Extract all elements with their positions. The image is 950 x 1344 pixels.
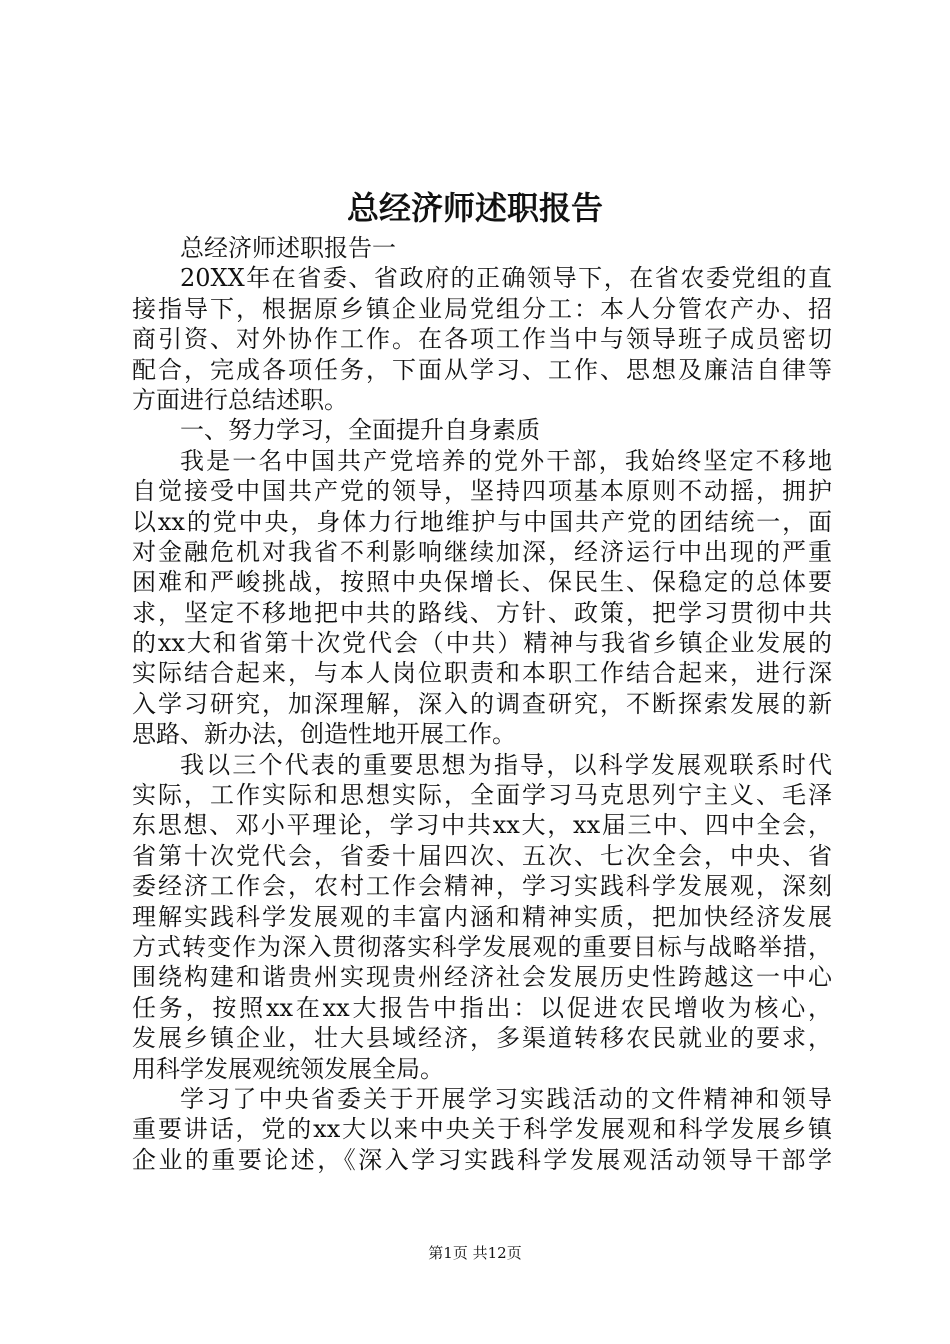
text-line: 学习了中央省委关于开展学习实践活动的文件精神和领导 bbox=[180, 1084, 832, 1113]
text-line: 理解实践科学发展观的丰富内涵和精神实质，把加快经济发展 bbox=[132, 902, 832, 931]
text-line: 发展乡镇企业，壮大县域经济，多渠道转移农民就业的要求， bbox=[132, 1024, 832, 1053]
text-line: 20XX年在省委、省政府的正确领导下，在省农委党组的直 bbox=[180, 264, 832, 293]
text-line: 困难和严峻挑战，按照中央保增长、保民生、保稳定的总体要 bbox=[132, 568, 832, 597]
text-line: 任务，按照xx在xx大报告中指出：以促进农民增收为核心， bbox=[132, 993, 832, 1022]
text-line: 对金融危机对我省不利影响继续加深，经济运行中出现的严重 bbox=[132, 537, 832, 566]
text-line: 用科学发展观统领发展全局。 bbox=[132, 1054, 444, 1083]
text-line: 围绕构建和谐贵州实现贵州经济社会发展历史性跨越这一中心 bbox=[132, 963, 832, 992]
text-line: 我以三个代表的重要思想为指导，以科学发展观联系时代 bbox=[180, 750, 832, 779]
text-line: 我是一名中国共产党培养的党外干部，我始终坚定不移地 bbox=[180, 446, 832, 475]
text-line: 商引资、对外协作工作。在各项工作当中与领导班子成员密切 bbox=[132, 325, 832, 354]
text-line: 接指导下，根据原乡镇企业局党组分工：本人分管农产办、招 bbox=[132, 294, 832, 323]
text-line: 方式转变作为深入贯彻落实科学发展观的重要目标与战略举措， bbox=[132, 932, 832, 961]
text-line: 一、努力学习，全面提升自身素质 bbox=[180, 416, 540, 445]
text-line: 东思想、邓小平理论，学习中共xx大，xx届三中、四中全会， bbox=[132, 811, 832, 840]
text-line: 思路、新办法，创造性地开展工作。 bbox=[132, 720, 516, 749]
text-line: 省第十次党代会，省委十届四次、五次、七次全会，中央、省 bbox=[132, 841, 832, 870]
text-line: 实际结合起来，与本人岗位职责和本职工作结合起来，进行深 bbox=[132, 659, 832, 688]
page-title: 总经济师述职报告 bbox=[346, 189, 603, 227]
text-line: 重要讲话，党的xx大以来中央关于科学发展观和科学发展乡镇 bbox=[132, 1115, 832, 1144]
text-line: 企业的重要论述，《深入学习实践科学发展观活动领导干部学 bbox=[132, 1145, 832, 1174]
text-line: 方面进行总结述职。 bbox=[132, 385, 348, 414]
page-footer: 第1页 共12页 bbox=[428, 1244, 522, 1262]
text-line: 实际，工作实际和思想实际，全面学习马克思列宁主义、毛泽 bbox=[132, 781, 832, 810]
document-body bbox=[132, 233, 832, 1175]
text-line: 的xx大和省第十次党代会（中共）精神与我省乡镇企业发展的 bbox=[132, 629, 832, 658]
text-line: 委经济工作会，农村工作会精神，学习实践科学发展观，深刻 bbox=[132, 872, 832, 901]
text-line: 求，坚定不移地把中共的路线、方针、政策，把学习贯彻中共 bbox=[132, 598, 832, 627]
text-line: 配合，完成各项任务，下面从学习、工作、思想及廉洁自律等 bbox=[132, 355, 832, 384]
text-line: 入学习研究，加深理解，深入的调查研究，不断探索发展的新 bbox=[132, 689, 832, 718]
text-line: 总经济师述职报告一 bbox=[180, 234, 396, 262]
text-line: 以xx的党中央，身体力行地维护与中国共产党的团结统一，面 bbox=[132, 507, 832, 536]
text-line: 自觉接受中国共产党的领导，坚持四项基本原则不动摇，拥护 bbox=[132, 477, 832, 506]
